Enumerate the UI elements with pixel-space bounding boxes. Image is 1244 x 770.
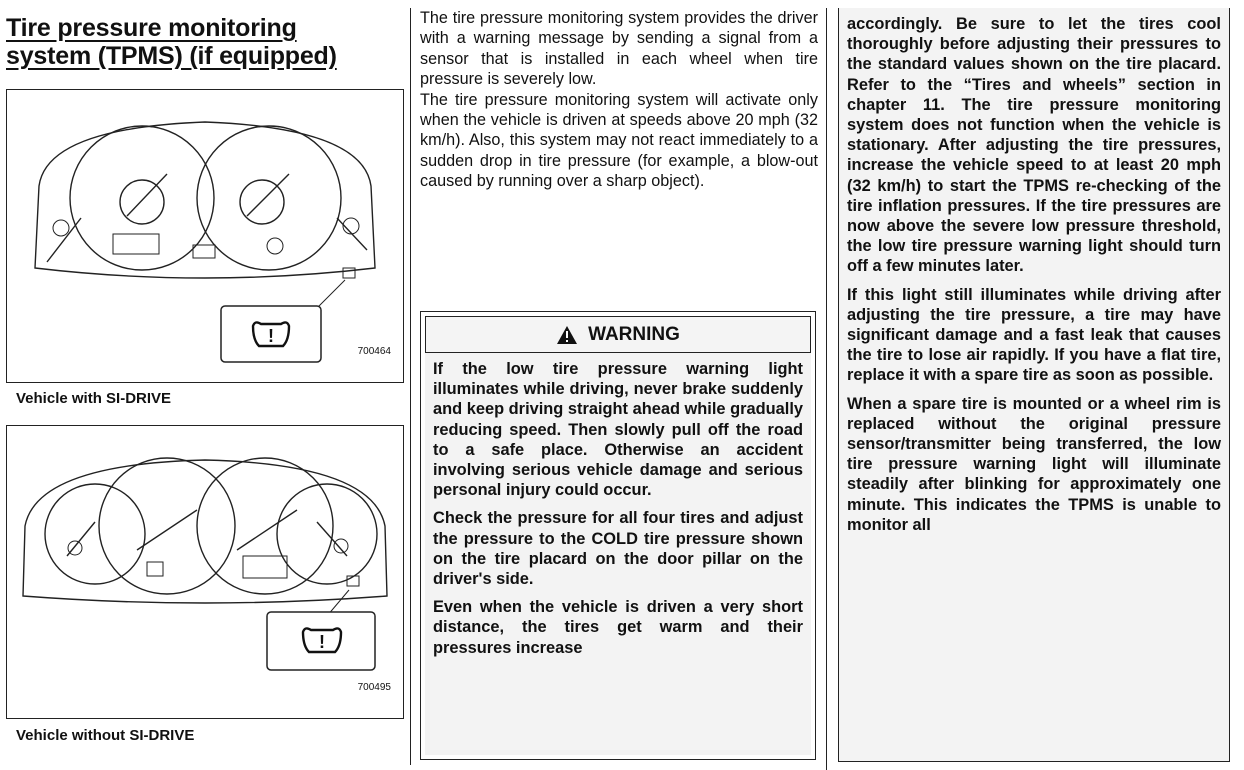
figure-caption: Vehicle without SI-DRIVE	[16, 727, 195, 744]
instrument-cluster-diagram	[7, 426, 403, 718]
figure-code: 700495	[357, 682, 391, 693]
warning-paragraph: Check the pressure for all four tires and adjust the pressure to the COLD tire pressure shown on the tire placard on the door pillar on the driver's side.	[433, 509, 803, 589]
warning-paragraph: Even when the vehicle is driven a very short distance, the tires get warm and their pressures increase	[433, 598, 803, 657]
svg-text:!: !	[319, 632, 325, 652]
figure-caption: Vehicle with SI-DRIVE	[16, 390, 172, 407]
warning-paragraph: If the low tire pressure warning light illuminates while driving, never brake suddenly and keep driving straight ahead while gradually reducing speed. Then slowly pull off the road to a safe place. Otherwise an accident involving serious vehicle damage and serious personal injury could occur.	[433, 360, 803, 500]
intro-paragraph: The tire pressure monitoring system provides the driver with a warning message by sending a signal from a sensor that is installed in each wheel when tire pressure is severely low.	[420, 9, 818, 89]
warning-paragraph: accordingly. Be sure to let the tires cool thoroughly before adjusting their pressures to the standard values shown on the tire placard. Refer to the “Tires and wheels” section in chapter 11. The tire pressure monitoring system does not function when the vehicle is stationary. After adjusting the tire pressures, increase the vehicle speed to at least 20 mph (32 km/h) to start the TPMS re-checking of the tire inflation pressures. If the tire pressures are now above the severe low pressure threshold, the low tire pressure warning light should turn off a few minutes later.	[847, 15, 1221, 276]
intro-paragraph: The tire pressure monitoring system will activate only when the vehicle is driven at speeds above 20 mph (32 km/h). Also, this system may not react immediately to a sudden drop in tire pressure (for example, a blow-out caused by running over a sharp object).	[420, 90, 818, 191]
left-column	[4, 0, 402, 769]
section-heading-line2: system (TPMS) (if equipped)	[6, 42, 337, 70]
warning-paragraph: If this light still illuminates while driving after adjusting the tire pressure, a tire may have significant damage and a fast leak that causes the tire to lose air rapidly. If you have a flat tire, replace it with a spare tire as soon as possible.	[847, 285, 1221, 385]
column-divider	[410, 8, 411, 765]
section-heading-line1: Tire pressure monitoring	[6, 14, 297, 42]
column-divider	[826, 8, 827, 770]
instrument-cluster-diagram	[7, 90, 403, 382]
figure-code: 700464	[357, 346, 391, 357]
figure-with-si-drive	[6, 89, 404, 383]
warning-title: WARNING	[588, 323, 680, 345]
right-column	[834, 0, 1236, 769]
section-heading	[6, 14, 402, 70]
warning-paragraph: When a spare tire is mounted or a wheel rim is replaced without the original pressure sensor/transmitter being transferred, the low tire pressure warning light will illuminate steadily after blinking for approximately one minute. This indicates the TPMS is unable to monitor all	[847, 394, 1221, 534]
warning-continued	[838, 8, 1230, 762]
warning-triangle-icon	[556, 325, 578, 345]
warning-header	[425, 316, 811, 353]
middle-column	[420, 0, 818, 769]
figure-without-si-drive	[6, 425, 404, 719]
warning-box	[420, 311, 816, 760]
warning-body	[425, 353, 811, 755]
svg-text:!: !	[268, 326, 274, 346]
